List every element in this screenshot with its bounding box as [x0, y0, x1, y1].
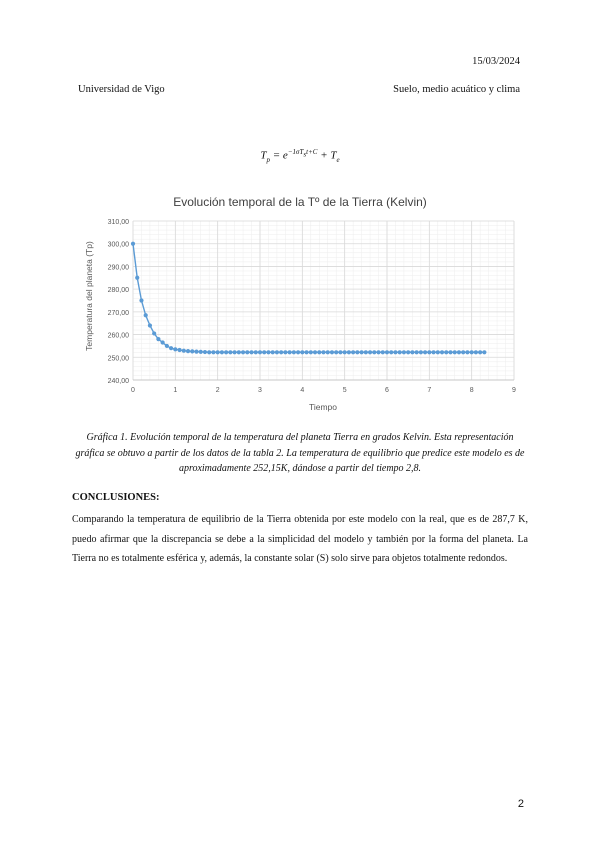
- data-point: [228, 350, 232, 354]
- x-tick-label: 5: [342, 387, 347, 394]
- data-point: [385, 350, 389, 354]
- data-point: [364, 350, 368, 354]
- data-point: [474, 350, 478, 354]
- data-point: [266, 350, 270, 354]
- y-tick-label: 250,00: [107, 355, 129, 363]
- y-tick-label: 290,00: [107, 264, 129, 272]
- data-point: [275, 350, 279, 354]
- data-point: [173, 347, 177, 351]
- data-point: [457, 350, 461, 354]
- data-point: [216, 350, 220, 354]
- conclusions-body: Comparando la temperatura de equilibrio de la Tierra obtenida por este modelo con la real, que es de 287,7 K, puedo afirmar que la discrepancia se debe a la simplicidad del modelo y también por la forma del planeta. La Tierra no es totalmente esférica y, además, la constante solar (S) solo sirve para objetos totalmente redondos.: [72, 514, 528, 564]
- formula-lhs-sub: p: [266, 155, 270, 164]
- data-point: [478, 350, 482, 354]
- data-point: [393, 350, 397, 354]
- data-point: [194, 350, 198, 354]
- data-point: [224, 350, 228, 354]
- data-point: [300, 350, 304, 354]
- data-point: [402, 350, 406, 354]
- data-point: [271, 350, 275, 354]
- x-tick-label: 4: [300, 387, 305, 394]
- formula-equals: = e: [270, 149, 288, 162]
- formula-plus: + T: [317, 149, 337, 162]
- data-point: [419, 350, 423, 354]
- y-tick-label: 240,00: [107, 378, 129, 385]
- y-tick-label: 280,00: [107, 287, 129, 295]
- data-point: [461, 350, 465, 354]
- data-point: [152, 331, 156, 335]
- formula-lhs: T: [260, 149, 267, 162]
- data-point: [338, 350, 342, 354]
- data-point: [317, 350, 321, 354]
- data-point: [279, 350, 283, 354]
- x-tick-label: 6: [385, 387, 389, 394]
- data-point: [237, 350, 241, 354]
- data-point: [431, 350, 435, 354]
- data-point: [465, 350, 469, 354]
- data-point: [347, 350, 351, 354]
- x-tick-label: 2: [215, 387, 220, 394]
- data-point: [220, 350, 224, 354]
- data-point: [139, 298, 143, 302]
- data-point: [177, 348, 181, 352]
- data-point: [427, 350, 431, 354]
- data-point: [368, 350, 372, 354]
- data-point: [241, 350, 245, 354]
- data-point: [186, 349, 190, 353]
- x-tick-label: 7: [427, 387, 432, 394]
- formula-exp-sub: s: [303, 150, 307, 159]
- data-point: [482, 350, 486, 354]
- page-number: 2: [517, 798, 524, 810]
- data-point: [245, 350, 249, 354]
- data-point: [415, 350, 419, 354]
- data-point: [436, 350, 440, 354]
- data-point: [182, 349, 186, 353]
- data-point: [283, 350, 287, 354]
- data-point: [313, 350, 317, 354]
- y-tick-label: 310,00: [107, 219, 129, 226]
- data-point: [334, 350, 338, 354]
- data-point: [304, 350, 308, 354]
- formula-exponent: [287, 148, 318, 159]
- header-university: Universidad de Vigo: [78, 84, 165, 95]
- data-point: [203, 350, 207, 354]
- data-point: [144, 313, 148, 317]
- formula: [0, 148, 600, 164]
- data-point: [470, 350, 474, 354]
- data-point: [207, 350, 211, 354]
- data-point: [199, 350, 203, 354]
- data-point: [448, 350, 452, 354]
- y-tick-label: 270,00: [107, 309, 129, 317]
- header-date: 15/03/2024: [472, 56, 520, 67]
- data-point: [309, 350, 313, 354]
- chart-svg: [70, 188, 530, 420]
- data-point: [165, 344, 169, 348]
- x-tick-label: 1: [173, 387, 178, 394]
- y-tick-label: 260,00: [107, 332, 129, 340]
- y-axis-label: Temperatura del planeta (Tp): [84, 241, 94, 351]
- x-tick-label: 9: [512, 387, 516, 394]
- header-course: Suelo, medio acuático y clima: [393, 84, 520, 95]
- data-point: [351, 350, 355, 354]
- data-point: [381, 350, 385, 354]
- data-point: [372, 350, 376, 354]
- data-point: [321, 350, 325, 354]
- data-point: [254, 350, 258, 354]
- data-point: [169, 346, 173, 350]
- data-point: [249, 350, 253, 354]
- formula-exp: −1σT: [287, 148, 304, 156]
- data-point: [156, 337, 160, 341]
- data-point: [131, 242, 135, 246]
- x-axis-label: Tiempo: [308, 402, 338, 412]
- x-tick-label: 8: [469, 387, 474, 394]
- data-point: [288, 350, 292, 354]
- data-point: [135, 276, 139, 280]
- data-point: [258, 350, 262, 354]
- data-point: [292, 350, 296, 354]
- data-point: [355, 350, 359, 354]
- temperature-chart: [70, 188, 530, 420]
- data-point: [376, 350, 380, 354]
- data-point: [360, 350, 364, 354]
- chart-grid: [133, 221, 514, 380]
- x-tick-label: 0: [131, 387, 135, 394]
- data-point: [453, 350, 457, 354]
- data-point: [233, 350, 237, 354]
- figure-caption: Gráfica 1. Evolución temporal de la temperatura del planeta Tierra en grados Kelvin. Esta representación gráfica se obtuvo a partir de los datos de la tabla 2. La temperatura de equilibrio que predice este modelo es de aproximadamente 252,15K, dándose a partir del tiempo 2,8.: [75, 432, 525, 474]
- data-point: [211, 350, 215, 354]
- data-point: [343, 350, 347, 354]
- data-point: [262, 350, 266, 354]
- data-point: [389, 350, 393, 354]
- formula-rhs-sub: e: [336, 155, 340, 164]
- formula-exp-rest: t+C: [306, 148, 318, 156]
- data-point: [410, 350, 414, 354]
- data-point: [423, 350, 427, 354]
- data-point: [440, 350, 444, 354]
- data-point: [190, 349, 194, 353]
- data-point: [406, 350, 410, 354]
- data-point: [161, 340, 165, 344]
- data-point: [326, 350, 330, 354]
- data-point: [330, 350, 334, 354]
- conclusions-title: CONCLUSIONES:: [72, 492, 160, 503]
- data-point: [398, 350, 402, 354]
- y-tick-label: 300,00: [107, 241, 129, 249]
- x-tick-label: 3: [258, 387, 262, 394]
- data-point: [444, 350, 448, 354]
- data-point: [148, 323, 152, 327]
- data-point: [296, 350, 300, 354]
- chart-title: Evolución temporal de la Tº de la Tierra (Kelvin): [173, 195, 427, 209]
